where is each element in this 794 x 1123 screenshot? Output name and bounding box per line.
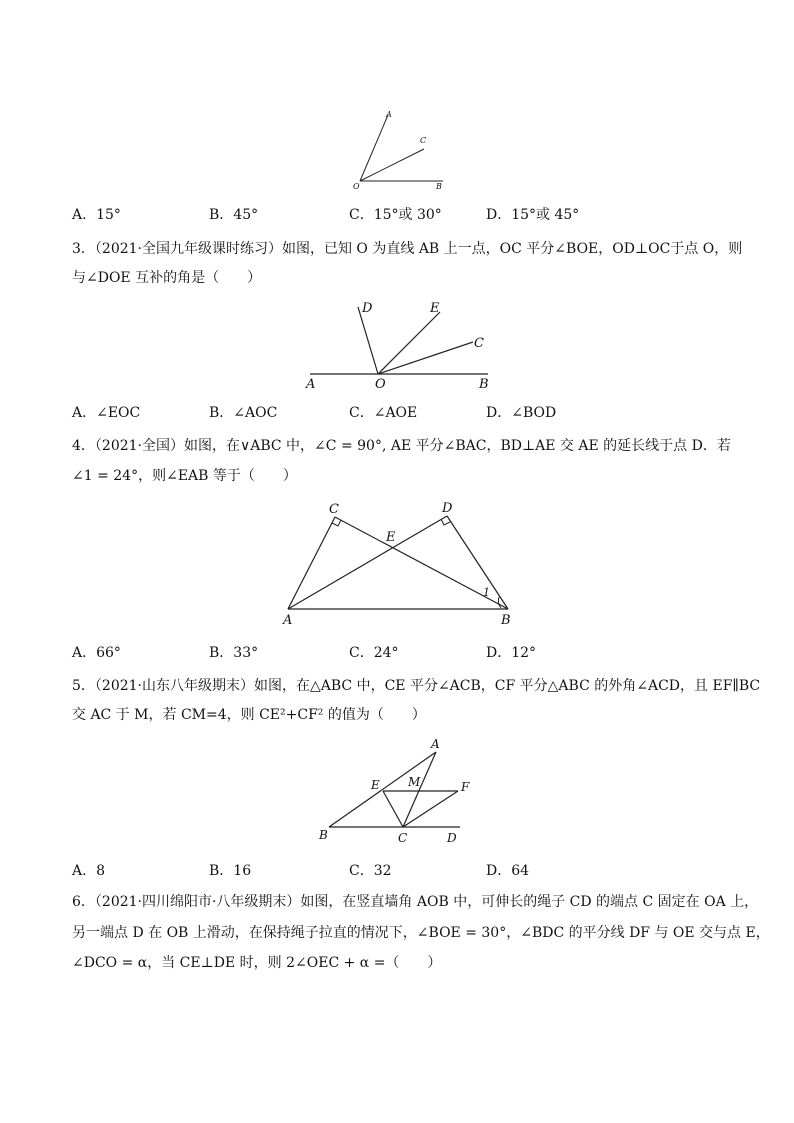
q5-triangle-figure: [310, 734, 490, 846]
ray-OD: [358, 307, 378, 374]
label-A: A: [431, 737, 440, 751]
q2-option-b[interactable]: B．45°: [209, 207, 259, 223]
q6-stem-line2: 另一端点 D 在 OB 上滑动，在保持绳子拉直的情况下，∠BOE = 30°，∠BDC 的平分线 DF 与 OE 交与点 E，: [72, 925, 770, 941]
label-C: C: [420, 136, 427, 145]
label-E: E: [371, 778, 380, 792]
ray-OE: [378, 312, 440, 374]
label-angle-1: 1: [483, 586, 490, 599]
q5-option-c[interactable]: C．32: [349, 863, 392, 879]
label-D: D: [362, 301, 373, 316]
q4-option-b[interactable]: B．33°: [209, 645, 259, 661]
q3-option-d[interactable]: D．∠BOD: [486, 405, 557, 421]
label-O: O: [375, 377, 386, 392]
label-A: A: [386, 110, 392, 119]
q5-stem-line1: 5．（2021·山东八年级期末）如图，在△ABC 中，CE 平分∠ACB，CF 平分△ABC 的外角∠ACD，且 EF∥BC: [72, 678, 761, 694]
q3-option-c[interactable]: C．∠AOE: [349, 405, 418, 421]
label-B: B: [501, 613, 511, 628]
q5-option-d[interactable]: D．64: [486, 863, 530, 879]
label-C: C: [329, 502, 339, 517]
q3-option-a[interactable]: A．∠EOC: [72, 405, 141, 421]
q3-angle-figure: [300, 292, 500, 392]
q6-stem-line1: 6．（2021·四川绵阳市·八年级期末）如图，在竖直墙角 AOB 中，可伸长的绳子 CD 的端点 C 固定在 OA 上，: [72, 894, 759, 910]
label-F: F: [461, 780, 470, 794]
q4-stem-line2: ∠1 = 24°，则∠EAB 等于（ ）: [72, 468, 297, 484]
ray-OC: [378, 342, 473, 374]
q2-option-d[interactable]: D．15°或 45°: [486, 207, 580, 223]
q2-option-c[interactable]: C．15°或 30°: [349, 207, 442, 223]
label-E: E: [430, 301, 440, 316]
label-D: D: [442, 501, 453, 516]
q4-option-c[interactable]: C．24°: [349, 645, 399, 661]
label-C: C: [398, 831, 408, 845]
label-A: A: [283, 613, 293, 628]
segment-DB: [447, 516, 508, 609]
q5-stem-line2: 交 AC 于 M，若 CM=4，则 CE²+CF² 的值为（ ）: [72, 707, 426, 723]
label-D: D: [447, 831, 457, 845]
q5-option-b[interactable]: B．16: [209, 863, 252, 879]
q2-angle-figure: [340, 105, 460, 195]
q4-option-d[interactable]: D．12°: [486, 645, 537, 661]
q4-triangle-figure: [275, 496, 525, 628]
q3-stem-line2: 与∠DOE 互补的角是（ ）: [72, 270, 262, 286]
right-angle-mark-D: [441, 519, 450, 525]
q4-stem-line1: 4．（2021·全国）如图，在∨ABC 中，∠C = 90°, AE 平分∠BAC，BD⊥AE 交 AE 的延长线于点 D．若: [72, 438, 731, 454]
segment-EC: [383, 791, 403, 827]
ray-OA: [360, 115, 388, 181]
label-B: B: [479, 377, 489, 392]
ray-OC: [360, 149, 424, 181]
label-A: A: [306, 377, 316, 392]
label-E: E: [386, 530, 396, 545]
label-M: M: [408, 775, 421, 789]
label-B: B: [436, 182, 442, 191]
label-O: O: [353, 182, 360, 191]
label-C: C: [474, 336, 484, 351]
q5-option-a[interactable]: A．8: [72, 863, 106, 879]
q4-option-a[interactable]: A．66°: [72, 645, 121, 661]
q6-stem-line3: ∠DCO = α，当 CE⊥DE 时，则 2∠OEC + α =（ ）: [72, 955, 442, 971]
label-B: B: [319, 828, 328, 842]
q2-option-a[interactable]: A．15°: [72, 207, 121, 223]
q3-stem-line1: 3．（2021·全国九年级课时练习）如图，已知 O 为直线 AB 上一点，OC 平分∠BOE，OD⊥OC于点 O，则: [72, 241, 743, 257]
q3-option-b[interactable]: B．∠AOC: [209, 405, 278, 421]
